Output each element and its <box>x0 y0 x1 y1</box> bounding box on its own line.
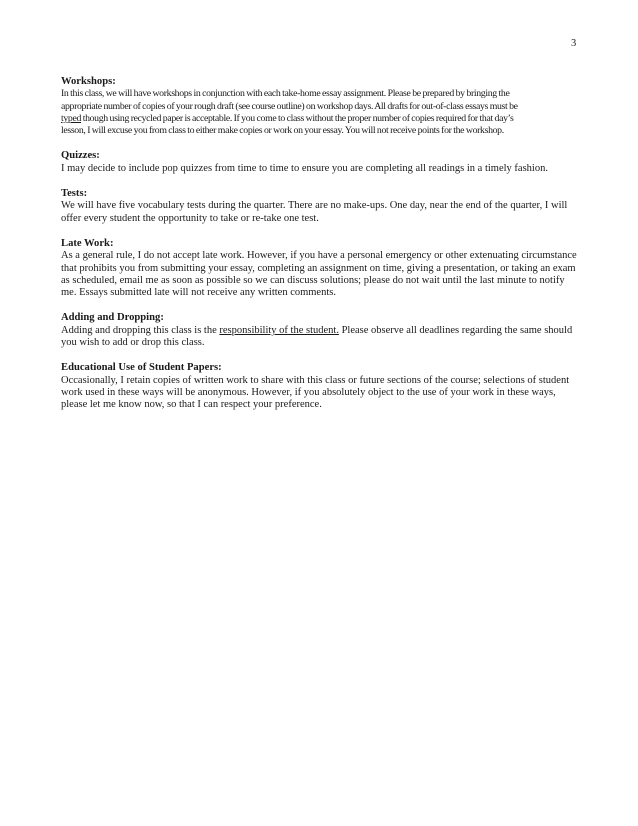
body-text: Please observe all deadlines regarding the same should you wish to add or drop this class. <box>61 324 573 349</box>
section-late-work <box>61 238 581 299</box>
section-quizzes <box>61 150 581 175</box>
section-body: We will have five vocabulary tests during the quarter. There are no make-ups. One day, near the end of the quarter, I will offer every student the opportunity to take or re-take one test. <box>61 200 568 224</box>
syllabus-content <box>61 76 581 425</box>
section-heading: Quizzes: <box>61 150 100 162</box>
section-body: I may decide to include pop quizzes from time to time to ensure you are completing all readings in a timely fashion. <box>61 162 548 174</box>
section-heading: Educational Use of Student Papers: <box>61 362 222 374</box>
underlined-text: typed <box>61 112 82 124</box>
section-heading: Late Work: <box>61 237 114 249</box>
section-student-papers <box>61 362 581 411</box>
section-workshops <box>61 76 581 137</box>
body-text: In this class, we will have workshops in conjunction with each take-home essay assignment. Please be prepared by bringing the appropriate number of copies of your rough draft (see course outline) on workshop days. All drafts for out-of-class essays must be <box>61 88 518 112</box>
section-body: As a general rule, I do not accept late work. However, if you have a personal emergency or other extenuating circumstance that prohibits you from submitting your essay, completing an assignment on time, giving a presentation, or taking an exam as scheduled, email me as soon as possible so we can discuss solutions; please do not wait until the last minute to notify me. Essays submitted late will not receive any written comments. <box>61 250 577 299</box>
section-heading: Tests: <box>61 188 88 200</box>
body-text: though using recycled paper is acceptable. If you come to class without the proper number of copies required for that day’s lesson, I will excuse you from class to either make copies or work on your essay. You will not receive points for the workshop. <box>61 112 514 137</box>
section-heading: Workshops: <box>61 76 116 87</box>
section-body: Occasionally, I retain copies of written work to share with this class or future sections of the course; selections of student work used in these ways will be anonymous. However, if you absolutely object to the use of your work in these ways, please let me know now, so that I can respect your preference. <box>61 374 570 411</box>
body-text: Adding and dropping this class is the <box>61 324 220 336</box>
section-heading: Adding and Dropping: <box>61 312 164 324</box>
section-adding-dropping <box>61 312 581 349</box>
section-body <box>61 88 581 137</box>
section-body <box>61 325 581 350</box>
section-tests <box>61 188 581 225</box>
page-number: 3 <box>571 38 577 49</box>
underlined-text: responsibility of the student. <box>219 324 339 336</box>
